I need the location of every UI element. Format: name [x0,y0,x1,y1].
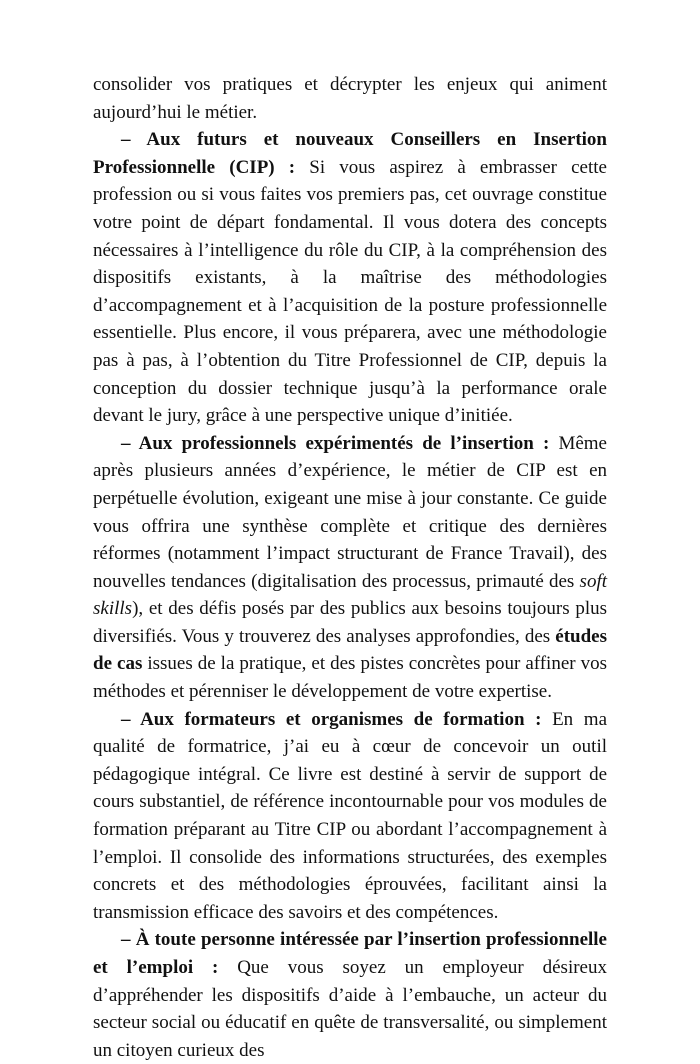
body-text [93,71,607,1064]
text-run: Même après plusieurs années d’expérience, le métier de CIP est en perpétuelle évolution, exigeant une mise à jour constante. Ce guide vous offrira une synthèse complète et critique des dernières réformes (notamment l’impact structurant de France Travail), des nouvelles tendances (digitalisation des processus, primauté des [93,432,607,592]
text-run: consolider vos pratiques et décrypter les enjeux qui animent aujourd’hui le métier. [93,74,607,123]
paragraph-lead: – Aux professionnels expérimentés de l’insertion : [121,432,550,454]
emphasis-soft-skills: soft skills [93,570,607,620]
text-run: ), et des défis posés par des publics aux besoins toujours plus diversifiés. Vous y trouverez des analyses approfondies, des [93,598,607,647]
paragraph-anyone-interested [93,926,607,1064]
paragraph-lead: – À toute personne intéressée par l’insertion professionnelle et l’emploi : [93,929,607,978]
emphasis-case-studies: études de cas [93,625,607,675]
text-run: issues de la pratique, et des pistes concrètes pour affiner vos méthodes et pérenniser le développement de votre expertise. [93,653,607,703]
paragraph-lead: – Aux futurs et nouveaux Conseillers en Insertion Professionnelle (CIP) : [93,129,607,178]
text-run: Si vous aspirez à embrasser cette profession ou si vous faites vos premiers pas, cet ouvrage constitue votre point de départ fondamental. Il vous dotera des concepts nécessaires à l’intelligence du rôle du CIP, à la compréhension des dispositifs existants, à la maîtrise des méthodologies d’accompagnement et à l’acquisition de la posture professionnelle essentielle. Plus encore, il vous préparera, avec une méthodologie pas à pas, à l’obtention du Titre Professionnel de CIP, depuis la conception du dossier technique jusqu’à la performance orale devant le jury, grâce à une perspective unique d’initiée. [93,156,607,427]
paragraph-trainers [93,706,607,927]
paragraph-continuation [93,71,607,126]
paragraph-experienced-professionals [93,430,607,706]
paragraph-lead: – Aux formateurs et organismes de formation : [121,708,542,730]
text-run: Que vous soyez un employeur désireux d’appréhender les dispositifs d’aide à l’embauche, un acteur du secteur social ou éducatif en quête de transversalité, ou simplement un citoyen curieux des [93,957,607,1061]
text-run: En ma qualité de formatrice, j’ai eu à cœur de concevoir un outil pédagogique intégral. Ce livre est destiné à servir de support de cours substantiel, de référence incontournable pour vos modules de formation préparant au Titre CIP ou abordant l’accompagnement à l’emploi. Il consolide des informations structurées, des exemples concrets et des méthodologies éprouvées, facilitant ainsi la transmission efficace des savoirs et des compétences. [93,708,607,923]
paragraph-future-cip [93,126,607,430]
